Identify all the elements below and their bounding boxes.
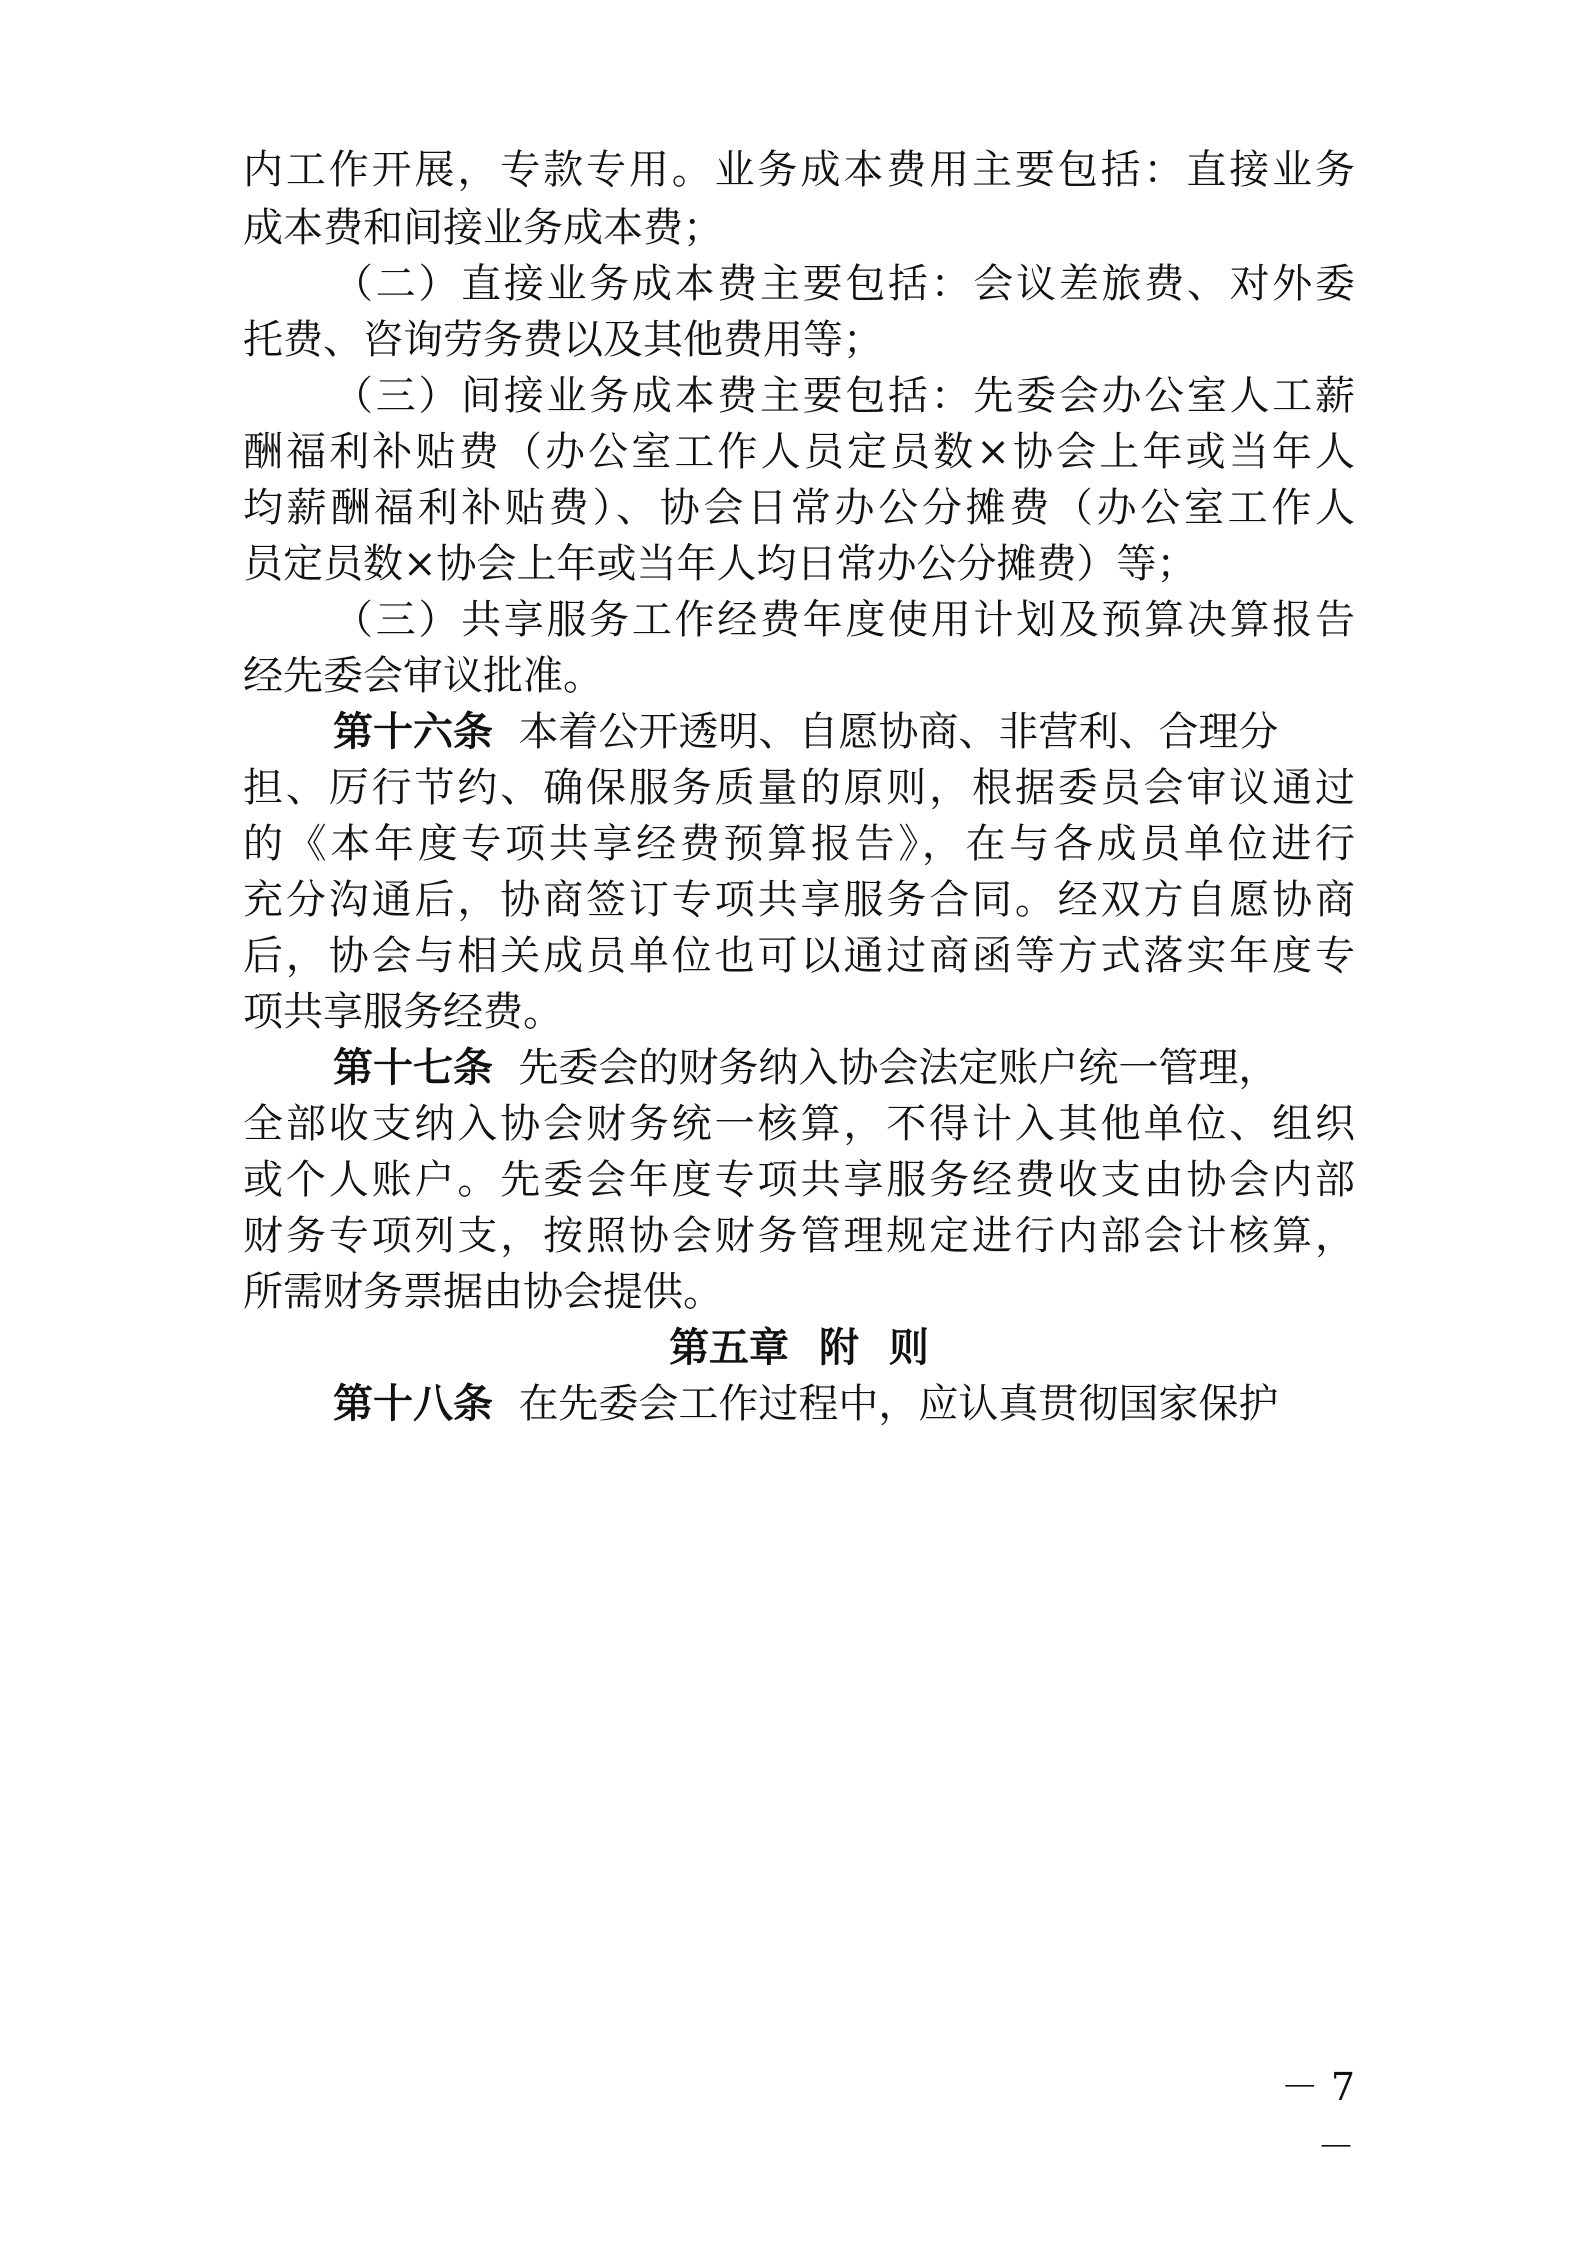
paragraph-line: 后，协会与相关成员单位也可以通过商函等方式落实年度专 <box>243 933 1355 979</box>
paragraph-line: 项共享服务经费。 <box>243 989 563 1035</box>
paragraph-line: 均薪酬福利补贴费）、协会日常办公分摊费（办公室工作人 <box>243 485 1355 531</box>
paragraph-line: 酬福利补贴费（办公室工作人员定员数×协会上年或当年人 <box>243 429 1355 475</box>
article-18-title: 第十八条 <box>333 1381 493 1427</box>
paragraph-line: （三）间接业务成本费主要包括：先委会办公室人工薪 <box>333 373 1355 419</box>
paragraph-line: （二）直接业务成本费主要包括：会议差旅费、对外委 <box>333 261 1355 307</box>
paragraph-line: （三）共享服务工作经费年度使用计划及预算决算报告 <box>333 597 1355 643</box>
article-16-title: 第十六条 <box>333 709 493 755</box>
paragraph-line: 充分沟通后，协商签订专项共享服务合同。经双方自愿协商 <box>243 877 1355 923</box>
paragraph-line: 的《本年度专项共享经费预算报告》，在与各成员单位进行 <box>243 821 1355 867</box>
paragraph-line: 全部收支纳入协会财务统一核算，不得计入其他单位、组织 <box>243 1101 1355 1147</box>
paragraph-line: 托费、咨询劳务费以及其他费用等； <box>243 317 883 363</box>
article-17-title: 第十七条 <box>333 1045 493 1091</box>
paragraph-line: 成本费和间接业务成本费； <box>243 205 723 251</box>
paragraph-line: 内工作开展，专款专用。业务成本费用主要包括：直接业务 <box>243 147 1355 193</box>
paragraph-line: 担、厉行节约、确保服务质量的原则，根据委员会审议通过 <box>243 765 1355 811</box>
paragraph-line: 经先委会审议批准。 <box>243 653 603 699</box>
chapter-heading: 第五章 附 则 <box>669 1325 929 1371</box>
paragraph-line: 所需财务票据由协会提供。 <box>243 1269 723 1315</box>
article-17-text: 先委会的财务纳入协会法定账户统一管理， <box>518 1045 1279 1091</box>
article-16-text: 本着公开透明、自愿协商、非营利、合理分 <box>518 709 1279 755</box>
paragraph-line: 财务专项列支，按照协会财务管理规定进行内部会计核算， <box>243 1213 1355 1259</box>
article-18-first-line <box>333 1369 1355 1439</box>
article-18-text: 在先委会工作过程中，应认真贯彻国家保护 <box>518 1381 1279 1427</box>
page-number: － 7 － <box>1280 2065 1355 2169</box>
paragraph-line: 或个人账户。先委会年度专项共享服务经费收支由协会内部 <box>243 1157 1355 1203</box>
paragraph-line: 员定员数×协会上年或当年人均日常办公分摊费）等； <box>243 541 1197 587</box>
